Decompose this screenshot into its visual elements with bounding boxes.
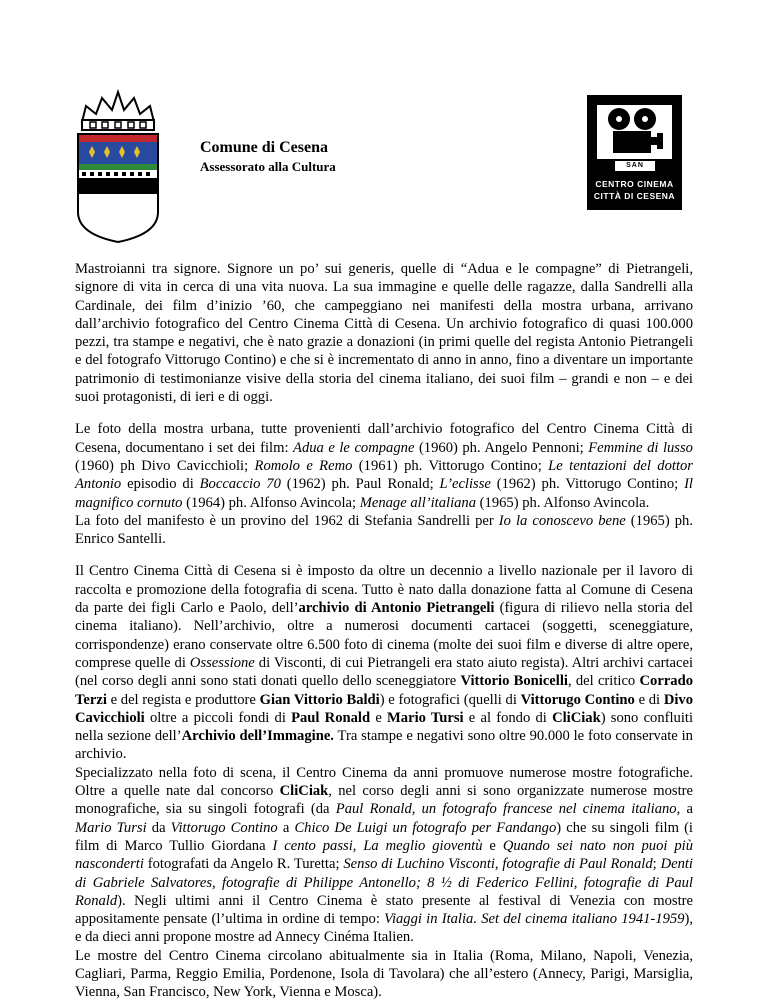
centro-cinema-logo [587,95,682,210]
logo-san-biagio-label: SAN BIAGIO [615,161,655,171]
cesena-coat-of-arms-icon [72,84,164,244]
logo-line-1: CENTRO CINEMA [595,179,674,189]
paragraph-circulation: Le mostre del Centro Cinema circolano abitualmente sia in Italia (Roma, Milano, Napoli, Venezia, Cagliari, Parma, Reggio Emilia, Pordenone, Isola di Tavolara) che all’estero (Annecy, Parigi, Marsiglia, Vienna, San Francisco, New York, Vienna e Mosca). [75,947,693,1001]
paragraph-exhibition-films: Le foto della mostra urbana, tutte provenienti dall’archivio fotografico del Centro Cinema Città di Cesena, documentano i set dei film: Adua e le compagne (1960) ph. Angelo Pennoni; Femmine di lusso (1960) ph Divo Cavicchioli; Romolo e Remo (1961) ph. Vittorugo Contino; Le tentazioni del dottor Antonio episodio di Boccaccio 70 (1962) ph. Paul Ronald; L’eclisse (1962) ph. Vittorugo Contino; Il magnifico cornuto (1964) ph. Alfonso Avincola; Menage all’italiana (1965) ph. Alfonso Avincola. [75,421,693,511]
institution-name: Comune di Cesena [200,139,329,156]
paragraph-poster-photo: La foto del manifesto è un provino del 1962 di Stefania Sandrelli per Io la conoscevo bene (1965) ph. Enrico Santelli. [75,512,693,548]
paragraph-intro: Mastroianni tra signore. Signore un po’ sui generis, quelle di “Adua e le compagne” di Pietrangeli, signore di vita in cerca di una vita nuova. La sua immagine e quelle delle ragazze, dalla Sandrelli alla Cardinale, dei film d’inizio ’60, che campeggiano nei manifesti della mostra urbana, arrivano dall’archivio fotografico del Centro Cinema Città di Cesena. Un archivio fotografico di quasi 100.000 pezzi, tra stampe e negativi, che è nato grazie a donazioni (in primi quelle del regista Antonio Pietrangeli e del fotografo Vittorugo Contino) e che si è incrementato di anno in anno, fino a diventare un importante patrimonio di testimonianze visive della storia del cinema italiano, dei suoi film – grandi e non – e dei suoi protagonisti, di ieri e di oggi. [75,261,693,406]
film-projector-icon [597,105,672,159]
paragraph-archive-history: Il Centro Cinema Città di Cesena si è imposto da oltre un decennio a livello nazionale per il lavoro di raccolta e promozione della fotografia di scena. Tutto è nato dalla donazione fatta al Comune di Cesena da parte dei figli Carlo e Paolo, dell’archivio di Antonio Pietrangeli (figura di rilievo nella storia del cinema italiano). Nell’archivio, oltre a numerosi documenti cartacei (soggetti, sceneggiature, corrispondenze) erano conservate oltre 6.500 foto di cinema (molte dei suoi film e diverse di altre opere, comprese quelle di Ossessione di Visconti, di cui Pietrangeli era stato aiuto regista). Altri archivi cartacei (nel corso degli anni sono stati donati quello dello sceneggiatore Vittorio Bonicelli, del critico Corrado Terzi e del regista e produttore Gian Vittorio Baldi) e fotografici (quelli di Vittorugo Contino e di Divo Cavicchioli oltre a piccoli fondi di Paul Ronald e Mario Tursi e al fondo di CliCiak) sono confluiti nella sezione dell’Archivio dell’Immagine. Tra stampe e negativi sono oltre 90.000 le foto conservate in archivio. [75,563,694,763]
document-body [75,260,693,1002]
department-name: Assessorato alla Cultura [200,159,336,174]
paragraph-exhibitions: Specializzato nella foto di scena, il Centro Cinema da anni promuove numerose mostre fotografiche. Oltre a quelle nate dal concorso CliCiak, nel corso degli anni si sono organizzate numerose mostre monografiche, sia su singoli fotografi (da Paul Ronald, un fotografo francese nel cinema italiano, a Mario Tursi da Vittorugo Contino a Chico De Luigi un fotografo per Fandango) che su singoli film (i film di Marco Tullio Giordana I cento passi, La meglio gioventù e Quando sei nato non puoi più nasconderti fotografati da Angelo R. Turetta; Senso di Luchino Visconti, fotografie di Paul Ronald; Denti di Gabriele Salvatores, fotografie di Philippe Antonello; 8 ½ di Federico Fellini, fotografie di Paul Ronald). Negli ultimi anni il Centro Cinema è stato presente al festival di Venezia con mostre appositamente pensate (l’ultima in ordine di tempo: Viaggi in Italia. Set del cinema italiano 1941-1959), e da dieci anni propone mostre ad Annecy Cinéma Italien. [75,764,693,946]
logo-line-2: CITTÀ DI CESENA [593,191,676,201]
